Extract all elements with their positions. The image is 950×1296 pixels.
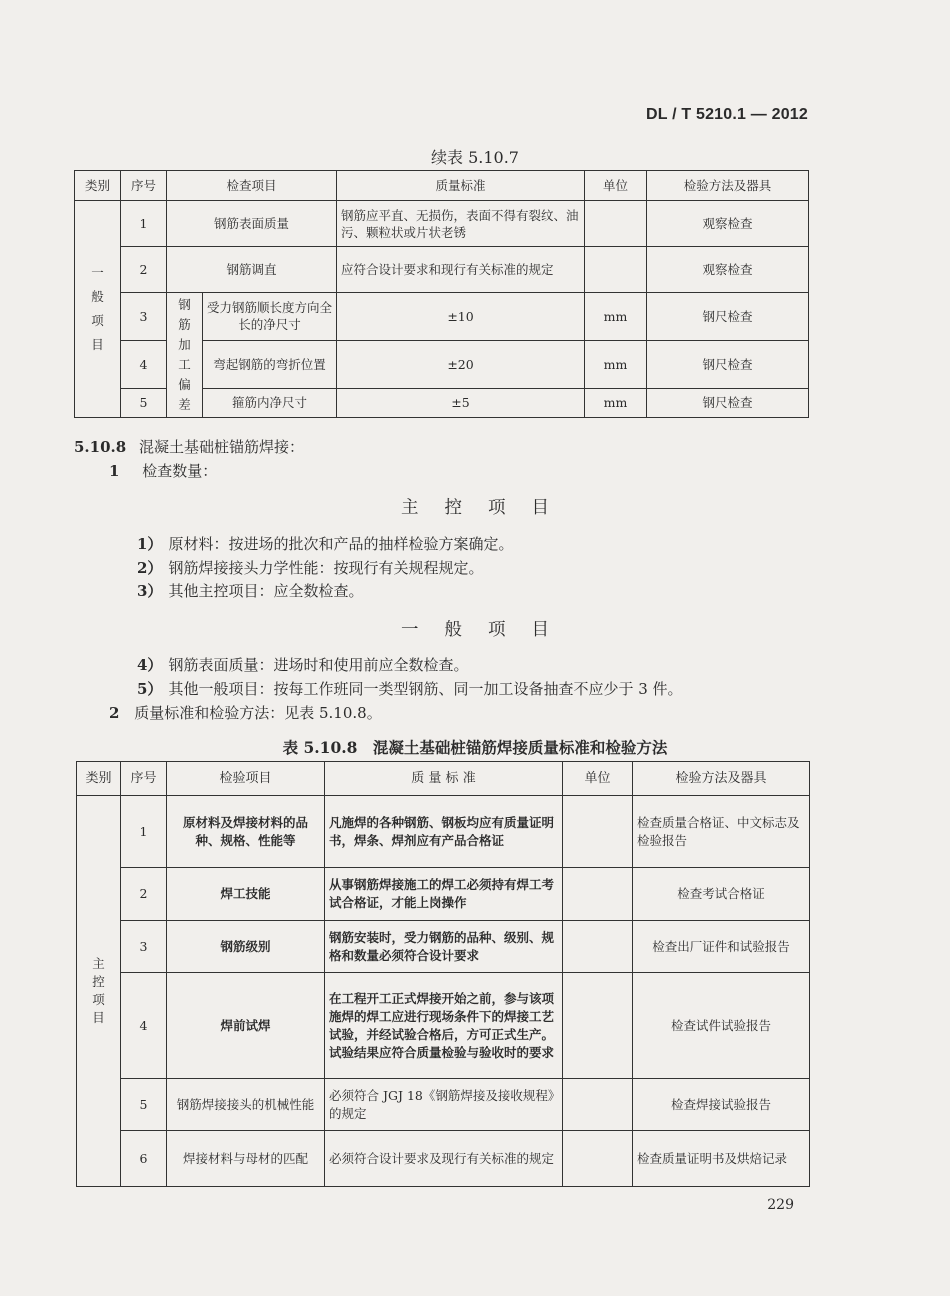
header-unit: 单位 <box>585 171 647 201</box>
item1-text: 检查数量： <box>142 462 218 480</box>
item1 <box>109 460 217 481</box>
row-item: 钢筋调直 <box>167 247 337 293</box>
header-item: 检查项目 <box>167 171 337 201</box>
item2 <box>109 702 382 723</box>
main-control-heading: 主控项目 <box>401 498 575 518</box>
header-method: 检验方法及器具 <box>633 762 810 796</box>
row-method: 检查质量合格证、中文标志及检验报告 <box>633 796 810 868</box>
list-item <box>137 533 513 554</box>
row-no: 4 <box>121 973 167 1079</box>
row-no: 1 <box>121 796 167 868</box>
table-row <box>77 1131 810 1187</box>
table2 <box>76 761 810 1187</box>
page-number: 229 <box>767 1197 794 1213</box>
row-item: 钢筋焊接接头的机械性能 <box>167 1079 325 1131</box>
category-cell: 主 控 项 目 <box>77 796 121 1187</box>
row-method: 钢尺检查 <box>647 293 809 341</box>
row-unit: mm <box>585 340 647 388</box>
item2-text: 质量标准和检验方法：见表 5.10.8。 <box>134 704 382 722</box>
list-item <box>137 678 683 699</box>
row-standard: 凡施焊的各种钢筋、钢板均应有质量证明书，焊条、焊剂应有产品合格证 <box>325 796 563 868</box>
standard-code: DL / T 5210.1 — 2012 <box>645 106 808 123</box>
row-item: 钢筋表面质量 <box>167 201 337 247</box>
header-standard: 质 量 标 准 <box>325 762 563 796</box>
row-item: 焊工技能 <box>167 868 325 921</box>
list-item-text: 原材料：按进场的批次和产品的抽样检验方案确定。 <box>168 535 514 553</box>
table-row <box>75 247 809 293</box>
list-item <box>137 580 363 601</box>
row-item: 箍筋内净尺寸 <box>203 388 337 417</box>
list-item <box>137 654 468 675</box>
row-method: 观察检查 <box>647 247 809 293</box>
row-unit: mm <box>585 293 647 341</box>
header-category: 类别 <box>77 762 121 796</box>
header-unit: 单位 <box>563 762 633 796</box>
header-item: 检验项目 <box>167 762 325 796</box>
table2-caption: 表 5.10.8 混凝土基础桩锚筋焊接质量标准和检验方法 <box>282 738 668 757</box>
header-no: 序号 <box>121 762 167 796</box>
item2-number: 2 <box>109 704 120 722</box>
table-row <box>75 293 809 341</box>
row-no: 5 <box>121 388 167 417</box>
list-item-number: 1） <box>137 535 163 553</box>
list-item-text: 其他主控项目：应全数检查。 <box>168 582 364 600</box>
row-unit <box>563 1131 633 1187</box>
table-row <box>75 201 809 247</box>
table2-header-row <box>77 762 810 796</box>
row-method: 检查试件试验报告 <box>633 973 810 1079</box>
header-no: 序号 <box>121 171 167 201</box>
row-item: 焊前试焊 <box>167 973 325 1079</box>
item1-number: 1 <box>109 462 120 480</box>
row-item: 受力钢筋顺长度方向全长的净尺寸 <box>203 293 337 341</box>
row-item: 钢筋级别 <box>167 921 325 973</box>
list-item-text: 钢筋焊接接头力学性能：按现行有关规程规定。 <box>168 559 484 577</box>
row-unit <box>563 796 633 868</box>
general-heading: 一般项目 <box>401 620 575 640</box>
header-standard: 质量标准 <box>337 171 585 201</box>
row-standard: 必须符合 JGJ 18《钢筋焊接及接收规程》的规定 <box>325 1079 563 1131</box>
row-standard: ±10 <box>337 293 585 341</box>
row-method: 检查质量证明书及烘焙记录 <box>633 1131 810 1187</box>
table-row <box>77 796 810 868</box>
row-no: 5 <box>121 1079 167 1131</box>
table-row <box>77 1079 810 1131</box>
row-no: 2 <box>121 247 167 293</box>
row-no: 3 <box>121 921 167 973</box>
row-unit <box>563 921 633 973</box>
row-method: 检查出厂证件和试验报告 <box>633 921 810 973</box>
row-no: 4 <box>121 340 167 388</box>
row-standard: ±5 <box>337 388 585 417</box>
list-item <box>137 557 483 578</box>
clause-title: 混凝土基础桩锚筋焊接： <box>138 438 304 456</box>
row-unit <box>585 247 647 293</box>
row-method: 检查考试合格证 <box>633 868 810 921</box>
header-category: 类别 <box>75 171 121 201</box>
row-method: 钢尺检查 <box>647 388 809 417</box>
list-item-number: 5） <box>137 680 163 698</box>
clause-heading <box>74 436 304 457</box>
list-item-text: 钢筋表面质量：进场时和使用前应全数检查。 <box>168 656 469 674</box>
row-item: 原材料及焊接材料的品种、规格、性能等 <box>167 796 325 868</box>
list-item-number: 3） <box>137 582 163 600</box>
table-row <box>77 921 810 973</box>
row-standard: 应符合设计要求和现行有关标准的规定 <box>337 247 585 293</box>
group-cell: 钢 筋 加 工 偏 差 <box>167 293 203 418</box>
list-item-number: 2） <box>137 559 163 577</box>
row-no: 3 <box>121 293 167 341</box>
row-unit <box>585 201 647 247</box>
row-standard: 钢筋安装时，受力钢筋的品种、级别、规格和数量必须符合设计要求 <box>325 921 563 973</box>
row-no: 6 <box>121 1131 167 1187</box>
table1-header-row <box>75 171 809 201</box>
row-no: 1 <box>121 201 167 247</box>
row-method: 观察检查 <box>647 201 809 247</box>
row-unit <box>563 973 633 1079</box>
table-row <box>77 973 810 1079</box>
row-unit <box>563 1079 633 1131</box>
row-item: 弯起钢筋的弯折位置 <box>203 340 337 388</box>
table1-caption: 续表 5.10.7 <box>431 148 519 167</box>
row-method: 检查焊接试验报告 <box>633 1079 810 1131</box>
clause-number: 5.10.8 <box>74 438 127 456</box>
row-standard: ±20 <box>337 340 585 388</box>
table1 <box>74 170 809 418</box>
row-unit: mm <box>585 388 647 417</box>
list-item-text: 其他一般项目：按每工作班同一类型钢筋、同一加工设备抽查不应少于 3 件。 <box>168 680 683 698</box>
row-standard: 钢筋应平直、无损伤，表面不得有裂纹、油污、颗粒状或片状老锈 <box>337 201 585 247</box>
list-item-number: 4） <box>137 656 163 674</box>
row-method: 钢尺检查 <box>647 340 809 388</box>
row-unit <box>563 868 633 921</box>
row-standard: 从事钢筋焊接施工的焊工必须持有焊工考试合格证，才能上岗操作 <box>325 868 563 921</box>
row-standard: 必须符合设计要求及现行有关标准的规定 <box>325 1131 563 1187</box>
row-standard: 在工程开工正式焊接开始之前，参与该项施焊的焊工应进行现场条件下的焊接工艺试验，并经试验合格后，方可正式生产。试验结果应符合质量检验与验收时的要求 <box>325 973 563 1079</box>
table-row <box>77 868 810 921</box>
row-item: 焊接材料与母材的匹配 <box>167 1131 325 1187</box>
row-no: 2 <box>121 868 167 921</box>
category-cell: 一 般 项 目 <box>75 201 121 418</box>
header-method: 检验方法及器具 <box>647 171 809 201</box>
